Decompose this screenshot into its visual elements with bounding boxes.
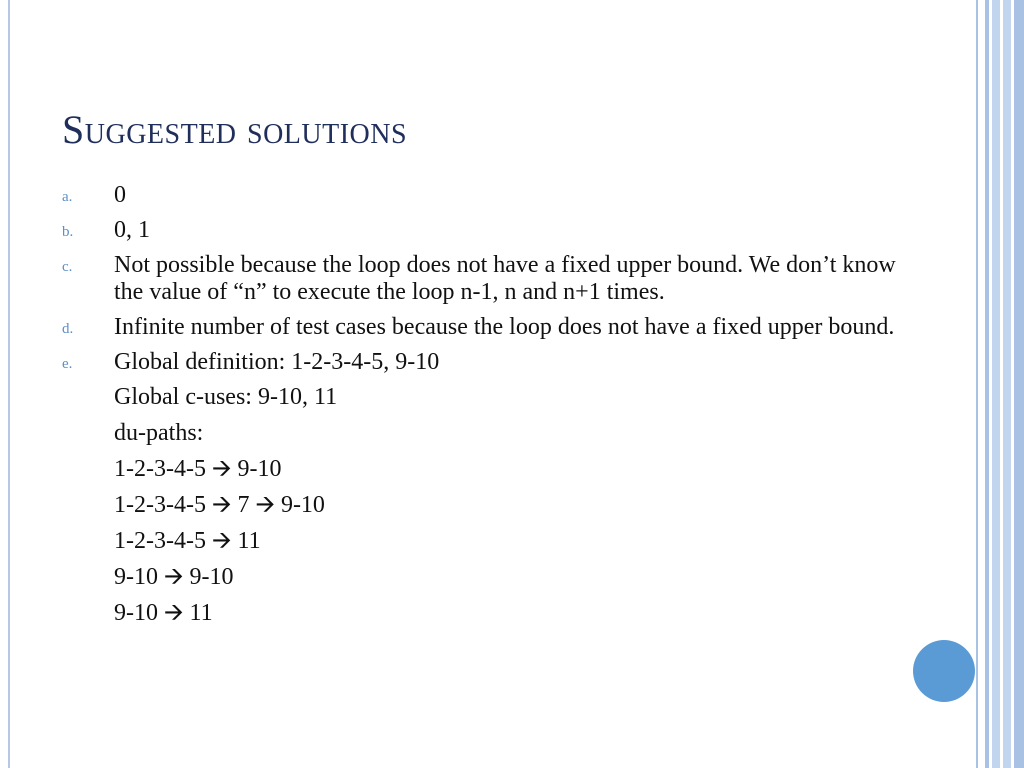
list-marker: c. xyxy=(62,259,73,275)
continuation-line: du-paths: xyxy=(114,420,204,446)
list-item-text: Not possible because the loop does not have a fixed upper bound. We don’t know the value of “n” to execute the loop n-1, n and n+1 times. xyxy=(114,252,896,305)
right-stripe xyxy=(976,0,978,768)
du-path-line: 9-10 🡪 11 xyxy=(114,600,213,626)
list-item xyxy=(62,252,922,306)
list-item xyxy=(62,217,922,244)
slide-title: Suggested solutions xyxy=(62,107,408,152)
solutions-list xyxy=(62,182,922,636)
list-item xyxy=(62,314,922,341)
continuation-line: Global c-uses: 9-10, 11 xyxy=(114,384,338,410)
du-path-line: 9-10 🡪 9-10 xyxy=(114,564,234,590)
list-marker: d. xyxy=(62,321,74,337)
list-item-text: Global definition: 1-2-3-4-5, 9-10 xyxy=(114,349,440,375)
list-item-text: Infinite number of test cases because the loop does not have a fixed upper bound. xyxy=(114,314,895,340)
du-path-line: 1-2-3-4-5 🡪 7 🡪 9-10 xyxy=(114,492,325,518)
list-item-text: 0, 1 xyxy=(114,217,150,243)
list-item xyxy=(62,182,922,209)
right-stripe xyxy=(985,0,989,768)
du-path-line: 1-2-3-4-5 🡪 9-10 xyxy=(114,456,282,482)
list-item xyxy=(62,349,922,376)
list-marker: b. xyxy=(62,224,74,240)
list-marker: a. xyxy=(62,189,73,205)
right-stripe xyxy=(1003,0,1011,768)
du-path-line: 1-2-3-4-5 🡪 11 xyxy=(114,528,261,554)
decorative-circle xyxy=(913,640,975,702)
list-marker: e. xyxy=(62,356,73,372)
right-stripe xyxy=(1014,0,1024,768)
list-item-text: 0 xyxy=(114,182,126,208)
right-stripe xyxy=(992,0,1000,768)
left-border-line xyxy=(8,0,10,768)
